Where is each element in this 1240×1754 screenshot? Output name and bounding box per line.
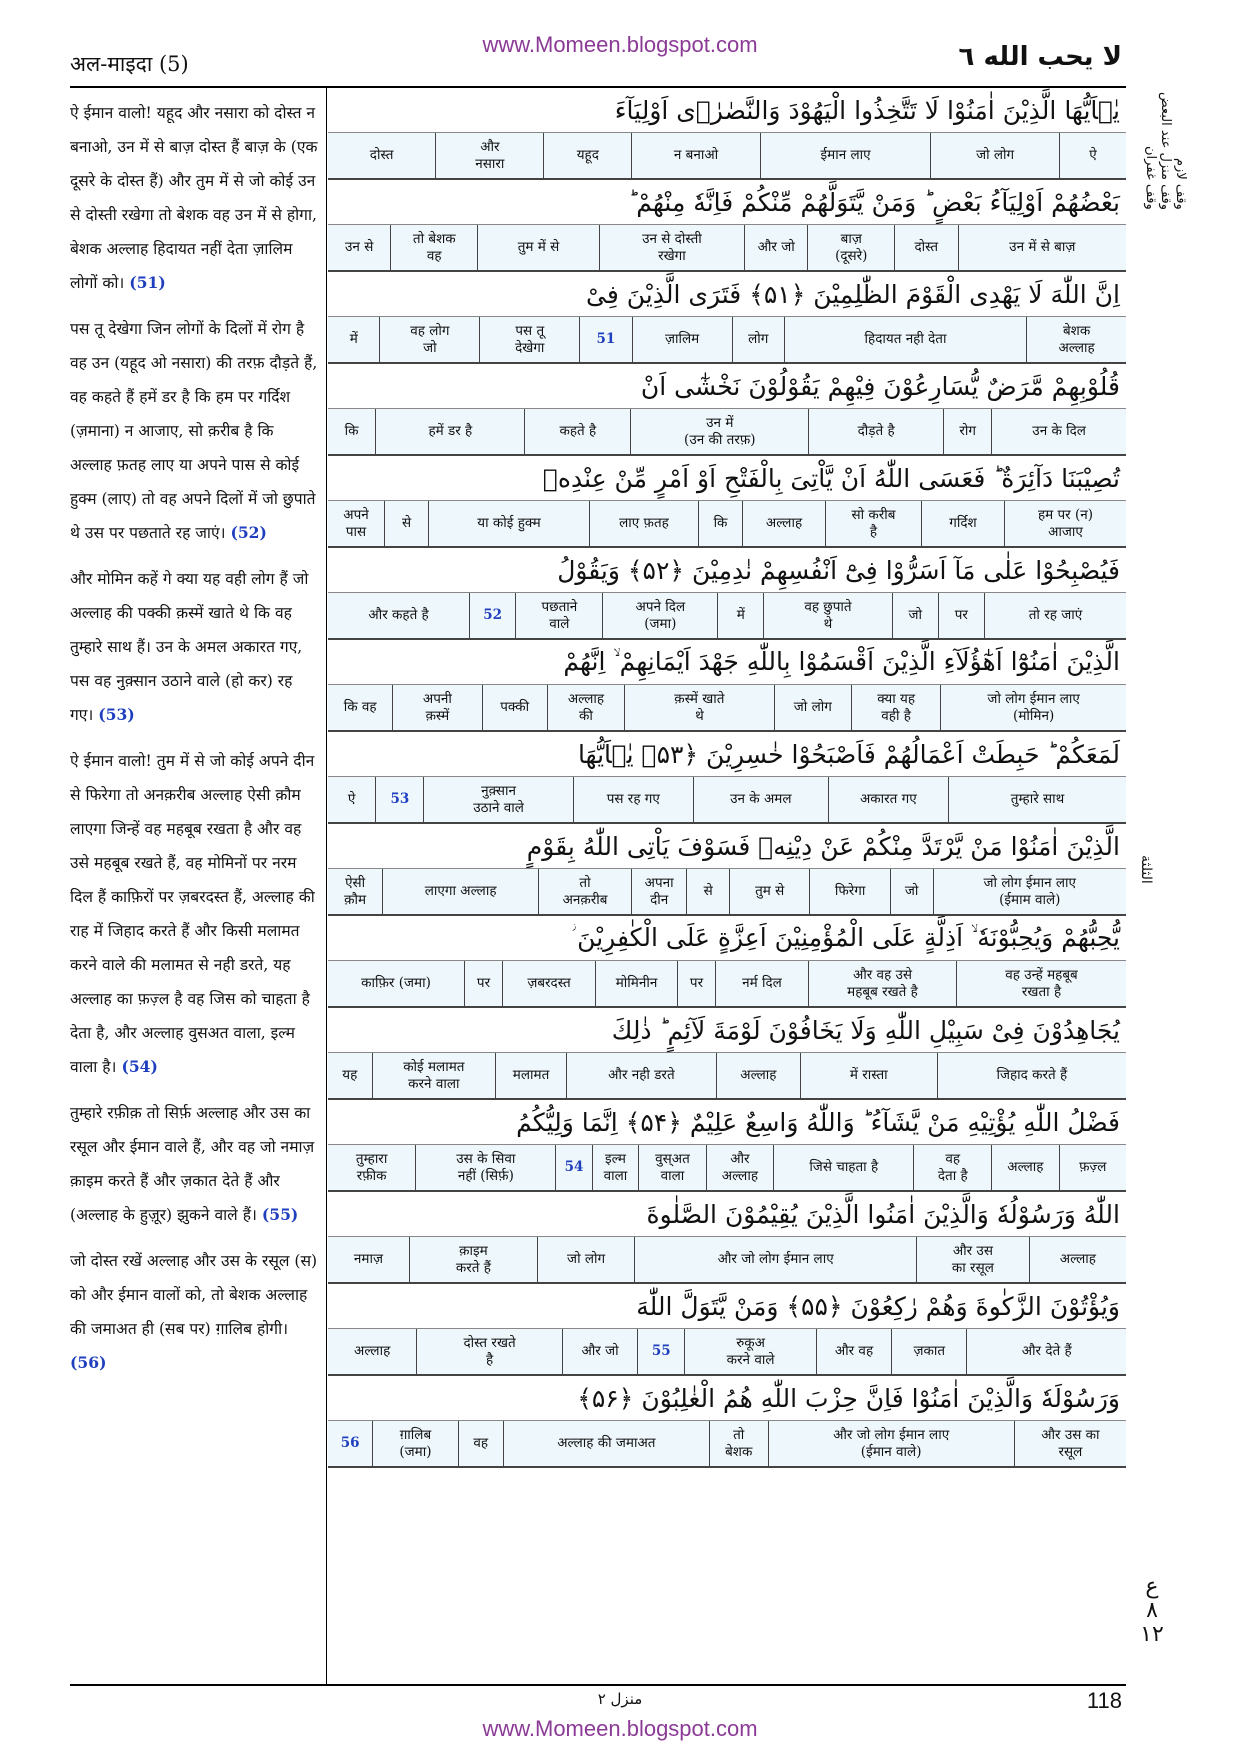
word-meaning-row	[328, 685, 1126, 732]
word-cell: तुम्हारे साथ	[948, 777, 1126, 822]
verse-number: (55)	[261, 1205, 299, 1224]
arabic-line: بَعْضُهُمْ اَوْلِيَآءُ بَعْضٍ ؕ وَمَنْ يَّتَوَلَّهُمْ مِّنْكُمْ فَاِنَّهٗ مِنْهُمْ ؕ	[328, 180, 1126, 225]
translation-text: जो दोस्त रखें अल्लाह और उस के रसूल (स) को और ईमान वालों को, तो बेशक अल्लाह की जमाअत ही (सब पर) ग़ालिब होगी।	[70, 1252, 318, 1338]
arabic-line: يٰۤاَيُّهَا الَّذِيْنَ اٰمَنُوْا لَا تَتَّخِذُوا الْيَهُوْدَ وَالنَّصٰرٰۤى اَوْلِيَآءَ	[328, 88, 1126, 133]
word-meaning-row	[328, 961, 1126, 1008]
word-cell: में	[349, 331, 358, 347]
word-cell: फ़ज़्ल	[1059, 1145, 1126, 1190]
word-cell: ग़ालिब (जमा)	[372, 1421, 457, 1466]
word-cell: और नसारा	[435, 133, 543, 178]
word-meaning-row	[328, 225, 1126, 272]
translation-paragraph	[70, 744, 320, 1084]
word-cell: जो	[892, 593, 938, 638]
word-meaning-row	[328, 777, 1126, 824]
waqf-notes: وقف لازم وقف منزل عند البعض وقف غفران	[1143, 92, 1188, 211]
verse-number: (51)	[129, 273, 166, 292]
word-cell: लोग	[732, 317, 784, 362]
word-cell: दोस्त रखते है	[416, 1329, 562, 1374]
word-cell: जिसे चाहता है	[773, 1145, 913, 1190]
column-divider	[326, 88, 327, 1684]
word-meaning-row	[328, 1329, 1126, 1376]
word-cell: पर	[938, 593, 984, 638]
translation-text: ऐ ईमान वालो! तुम में से जो कोई अपने दीन से फिरेगा तो अनक़रीब अल्लाह ऐसी क़ौम लाएगा जिन्हें वह महबूब रखता है और वह उसे महबूब रखते हैं, वह मोमिनों पर नरम दिल हैं काफ़िरों पर ज़बरदस्त हैं, अल्लाह की राह में जिहाद करते हैं और किसी मलामत करने वाले की मलामत से नही डरते, यह अल्लाह का फ़ज़्ल है वह जिस को चाहता है देता है, और अल्लाह वुसअत वाला, इल्म वाला है।	[70, 752, 315, 1076]
word-cell: उन से	[345, 239, 374, 255]
word-cell: कि वह	[343, 699, 377, 715]
thuluth-mark: الثلثة	[1138, 855, 1154, 884]
word-cell: अपने पास	[343, 506, 369, 540]
word-meaning-row	[328, 1421, 1126, 1468]
word-cell: हमें डर है	[375, 409, 524, 454]
word-meaning-row	[328, 1145, 1126, 1192]
word-cell: वह उन्हें महबूब रखता है	[956, 961, 1126, 1006]
word-meaning-row	[328, 133, 1126, 180]
word-cell: अल्लाह	[716, 1053, 800, 1098]
arabic-line: الَّذِيْنَ اٰمَنُوْٓا اَهٰٓؤُلَآءِ الَّذِيْنَ اَقْسَمُوْا بِاللّٰهِ جَهْدَ اَيْمَانِهِمْ ۙ اِنَّهُمْ	[328, 640, 1126, 685]
word-cell: पस तू देखेगा	[479, 317, 579, 362]
translation-text: पस तू देखेगा जिन लोगों के दिलों में रोग है वह उन (यहूद ओ नसारा) की तरफ़ दौड़ते हैं, वह कहते हैं हमें डर है कि हम पर गर्दिश (ज़माना) न आजाए, सो क़रीब है कि अल्लाह फ़तह लाए या अपने पास से कोई हुक्म (लाए) तो वह अपने दिलों में जो छुपाते थे उस पर पछताते रह जाएं।	[70, 320, 318, 542]
arabic-line: الَّذِيْنَ اٰمَنُوْا مَنْ يَّرْتَدَّ مِنْكُمْ عَنْ دِيْنِهٖ فَسَوْفَ يَاْتِى اللّٰهُ بِقَوْمٍ	[328, 824, 1126, 869]
word-cell: ज़कात	[891, 1329, 966, 1374]
word-cell: मोमिनीन	[595, 961, 677, 1006]
word-cell: पछताने वाले	[515, 593, 602, 638]
arabic-line: قُلُوْبِهِمْ مَّرَضٌ يُّسَارِعُوْنَ فِيْهِمْ يَقُوْلُوْنَ نَخْشٰٓى اَنْ	[328, 364, 1126, 409]
word-meaning-row	[328, 317, 1126, 364]
word-cell: यहूद	[543, 133, 631, 178]
word-cell: हिदायत नही देता	[784, 317, 1026, 362]
word-cell: अपनी क़स्में	[392, 685, 481, 730]
word-cell: तुम में से	[477, 225, 599, 270]
word-grid	[328, 88, 1126, 1684]
word-cell: न बनाओ	[631, 133, 760, 178]
arabic-line: يُجَاهِدُوْنَ فِىْ سَبِيْلِ اللّٰهِ وَلَا يَخَافُوْنَ لَوْمَةَ لَآئِمٍ ؕ ذٰلِكَ	[328, 1008, 1126, 1053]
word-cell: रोग	[943, 409, 991, 454]
word-cell: वह	[458, 1421, 503, 1466]
word-cell: और कहते है	[368, 607, 429, 623]
word-cell: ऐसी क़ौम	[344, 874, 367, 908]
word-cell: में रास्ता	[800, 1053, 937, 1098]
word-cell: और वह	[816, 1329, 891, 1374]
ayah-number-cell: 56	[340, 1435, 360, 1451]
word-cell: और अल्लाह	[706, 1145, 773, 1190]
word-cell: वह छुपाते थे	[763, 593, 891, 638]
word-cell: तो बेशक वह	[390, 225, 477, 270]
arabic-line: يُّحِبُّهُمْ وَيُحِبُّوْنَهٗ ۙ اَذِلَّةٍ عَلَى الْمُؤْمِنِيْنَ اَعِزَّةٍ عَلَى الْكٰفِرِيْنَ ؗ	[328, 916, 1126, 961]
word-cell: से	[384, 501, 428, 546]
word-cell: काफ़िर (जमा)	[361, 975, 431, 991]
word-cell: और नही डरते	[566, 1053, 716, 1098]
word-meaning-row	[328, 593, 1126, 640]
word-cell: पस रह गए	[573, 777, 693, 822]
arabic-line: اللّٰهُ وَرَسُوْلُهٗ وَالَّذِيْنَ اٰمَنُوا الَّذِيْنَ يُقِيْمُوْنَ الصَّلٰوةَ	[328, 1192, 1126, 1237]
word-meaning-row	[328, 501, 1126, 548]
manzil-label: منزل ٢	[597, 1690, 643, 1708]
translation-paragraph	[70, 312, 320, 550]
ruku-mark: ع ٨ ١٢	[1140, 1574, 1164, 1647]
word-cell: दोस्त	[894, 225, 957, 270]
word-cell: पक्की	[482, 685, 547, 730]
ayah-number-cell: 51	[579, 317, 631, 362]
word-cell: जो लोग	[537, 1237, 634, 1282]
arabic-line: لَمَعَكُمْ ؕ حَبِطَتْ اَعْمَالُهُمْ فَاَصْبَحُوْا خٰسِرِيْنَ ﴿۵۳﴾ يٰۤاَيُّهَا	[328, 732, 1126, 777]
translation-paragraph	[70, 562, 320, 732]
translation-paragraph	[70, 1244, 320, 1380]
word-cell: और उस का रसूल	[916, 1237, 1029, 1282]
ayah-number-cell: 52	[469, 593, 515, 638]
arabic-line: تُصِيْبَنَا دَآئِرَةٌ ؕ فَعَسَى اللّٰهُ اَنْ يَّاْتِىَ بِالْفَتْحِ اَوْ اَمْرٍ مِّنْ عِنْدِهٖ	[328, 456, 1126, 501]
word-cell: और वह उसे महबूब रखते है	[808, 961, 956, 1006]
site-url-top[interactable]: www.Momeen.blogspot.com	[482, 32, 758, 57]
word-cell: तो रह जाएं	[984, 593, 1126, 638]
word-cell: उन में से बाज़	[958, 225, 1126, 270]
word-cell: वह लोग जो	[379, 317, 479, 362]
word-cell: जो लोग	[930, 133, 1059, 178]
translation-text: तुम्हारे रफ़ीक़ तो सिर्फ़ अल्लाह और उस का रसूल और ईमान वाले हैं, और वह जो नमाज़ क़ाइम करते हैं और ज़कात देते हैं और (अल्लाह के हुज़ूर) झुकने वाले हैं।	[70, 1104, 315, 1224]
word-cell: नुक़्सान उठाने वाले	[423, 777, 572, 822]
word-cell: तुम से	[729, 869, 809, 914]
word-cell: में	[717, 593, 763, 638]
word-cell: से	[686, 869, 729, 914]
word-cell: बाज़ (दूसरे)	[807, 225, 894, 270]
word-cell: पर	[464, 961, 502, 1006]
word-cell: वुस्अत वाला	[638, 1145, 705, 1190]
arabic-line: فَيُصْبِحُوْا عَلٰى مَآ اَسَرُّوْا فِىْٓ اَنْفُسِهِمْ نٰدِمِيْنَ ﴿۵۲﴾ وَيَقُوْلُ	[328, 548, 1126, 593]
word-cell: बेशक अल्लाह	[1026, 317, 1126, 362]
word-cell: तो बेशक	[709, 1421, 768, 1466]
word-cell: कि	[698, 501, 742, 546]
arabic-line: اِنَّ اللّٰهَ لَا يَهْدِى الْقَوْمَ الظّٰلِمِيْنَ ﴿۵۱﴾ فَتَرَى الَّذِيْنَ فِىْ	[328, 272, 1126, 317]
word-cell: वह देता है	[913, 1145, 991, 1190]
verse-number: (53)	[98, 705, 135, 724]
word-cell: अपने दिल (जमा)	[602, 593, 717, 638]
arabic-line: وَرَسُوْلَهٗ وَالَّذِيْنَ اٰمَنُوْا فَاِنَّ حِزْبَ اللّٰهِ هُمُ الْغٰلِبُوْنَ ﴿۵۶﴾	[328, 1376, 1126, 1421]
word-cell: मलामत	[495, 1053, 566, 1098]
word-meaning-row	[328, 869, 1126, 916]
translation-paragraph	[70, 96, 320, 300]
verse-number: (52)	[230, 523, 267, 542]
word-cell: और उस का रसूल	[1014, 1421, 1126, 1466]
word-cell: ईमान लाए	[760, 133, 930, 178]
word-cell: और देते हैं	[966, 1329, 1126, 1374]
verse-number: (56)	[70, 1353, 107, 1372]
word-cell: और जो	[562, 1329, 637, 1374]
word-cell: गर्दिश	[921, 501, 1004, 546]
word-cell: अल्लाह	[1029, 1237, 1126, 1282]
arabic-line: وَيُؤْتُوْنَ الزَّكٰوةَ وَهُمْ رٰكِعُوْنَ ﴿۵۵﴾ وَمَنْ يَّتَوَلَّ اللّٰهَ	[328, 1284, 1126, 1329]
word-meaning-row	[328, 1053, 1126, 1100]
word-cell: कोई मलामत करने वाला	[372, 1053, 496, 1098]
word-cell: जो लोग ईमान लाए (ईमाम वाले)	[933, 869, 1127, 914]
translation-text: और मोमिन कहें गे क्या यह वही लोग हैं जो अल्लाह की पक्की क़स्में खाते थे कि वह तुम्हारे साथ हैं। उन के अमल अकारत गए, पस वह नुक़्सान उठाने वाले (हो कर) रह गए।	[70, 570, 309, 724]
word-cell: उन से दोस्ती रखेगा	[599, 225, 744, 270]
word-cell: उन के दिल	[991, 409, 1126, 454]
word-cell: नमाज़	[353, 1251, 383, 1267]
ayah-number-cell: 53	[375, 777, 423, 822]
word-cell: उन के अमल	[693, 777, 828, 822]
word-cell: अल्लाह की जमाअत	[503, 1421, 709, 1466]
word-cell: ऐ	[347, 791, 356, 807]
word-cell: अल्लाह	[742, 501, 825, 546]
word-cell: अल्लाह	[354, 1343, 391, 1359]
word-meaning-row	[328, 1237, 1126, 1284]
translation-column	[70, 96, 320, 1392]
arabic-line: فَضْلُ اللّٰهِ يُؤْتِيْهِ مَنْ يَّشَآءُ ؕ وَاللّٰهُ وَاسِعٌ عَلِيْمٌ ﴿۵۴﴾ اِنَّمَا وَلِيُّكُمُ	[328, 1100, 1126, 1145]
word-cell: दोस्त	[369, 147, 394, 163]
word-cell: इल्म वाला	[592, 1145, 639, 1190]
word-cell: अकारत गए	[828, 777, 948, 822]
word-cell: जो	[890, 869, 933, 914]
word-cell: यह	[342, 1067, 358, 1083]
word-cell: दौड़ते है	[808, 409, 943, 454]
word-cell: अल्लाह की	[547, 685, 624, 730]
word-cell: पर	[677, 961, 715, 1006]
word-cell: और जो लोग ईमान लाए	[634, 1237, 916, 1282]
word-cell: अपना दीन	[631, 869, 686, 914]
word-meaning-row	[328, 409, 1126, 456]
word-cell: तुम्हारा रफ़ीक	[355, 1150, 388, 1184]
site-url-bottom[interactable]: www.Momeen.blogspot.com	[482, 1716, 758, 1741]
word-cell: लाए फ़तह	[589, 501, 698, 546]
page-number: 118	[1086, 1688, 1122, 1713]
translation-text: ऐ ईमान वालो! यहूद और नसारा को दोस्त न बनाओ, उन में से बाज़ दोस्त हैं बाज़ के (एक दूसरे के दोस्त हैं) और तुम में से जो कोई उन से दोस्ती रखेगा तो बेशक वह उन में से होगा, बेशक अल्लाह हिदायत नहीं देता ज़ालिम लोगों को।	[70, 104, 318, 292]
word-cell: और जो	[744, 225, 807, 270]
verse-number: (54)	[121, 1057, 158, 1076]
word-cell: क्या यह वही है	[851, 685, 940, 730]
word-cell: नर्म दिल	[715, 961, 808, 1006]
word-cell: क़ाइम करते हैं	[409, 1237, 537, 1282]
word-cell: सो करीब है	[825, 501, 921, 546]
word-cell: या कोई हुक्म	[428, 501, 589, 546]
word-cell: ऐ	[1059, 133, 1126, 178]
word-cell: फिरेगा	[809, 869, 889, 914]
word-cell: जो लोग ईमान लाए (मोमिन)	[940, 685, 1126, 730]
word-cell: अल्लाह	[991, 1145, 1058, 1190]
word-cell: ज़ालिम	[632, 317, 732, 362]
surah-header: अल-माइदा (5)	[70, 52, 189, 76]
juz-header: لا يحب الله ٦	[958, 42, 1122, 72]
word-cell: रुकूअ करने वाले	[684, 1329, 816, 1374]
ayah-number-cell: 54	[555, 1145, 591, 1190]
word-cell: लाएगा अल्लाह	[382, 869, 538, 914]
word-cell: क़स्में खाते थे	[624, 685, 774, 730]
word-cell: ज़बरदस्त	[502, 961, 595, 1006]
word-cell: तो अनक़रीब	[538, 869, 631, 914]
word-cell: कहते है	[524, 409, 630, 454]
ayah-number-cell: 55	[637, 1329, 684, 1374]
bottom-rule	[70, 1684, 1126, 1686]
word-cell: और जो लोग ईमान लाए (ईमान वाले)	[768, 1421, 1014, 1466]
word-cell: कि	[344, 423, 359, 439]
word-cell: उस के सिवा नहीं (सिर्फ़)	[415, 1145, 555, 1190]
translation-paragraph	[70, 1096, 320, 1232]
word-cell: जिहाद करते हैं	[937, 1053, 1126, 1098]
word-cell: जो लोग	[774, 685, 851, 730]
word-cell: उन में (उन की तरफ़)	[630, 409, 808, 454]
word-cell: हम पर (न) आजाए	[1004, 501, 1126, 546]
